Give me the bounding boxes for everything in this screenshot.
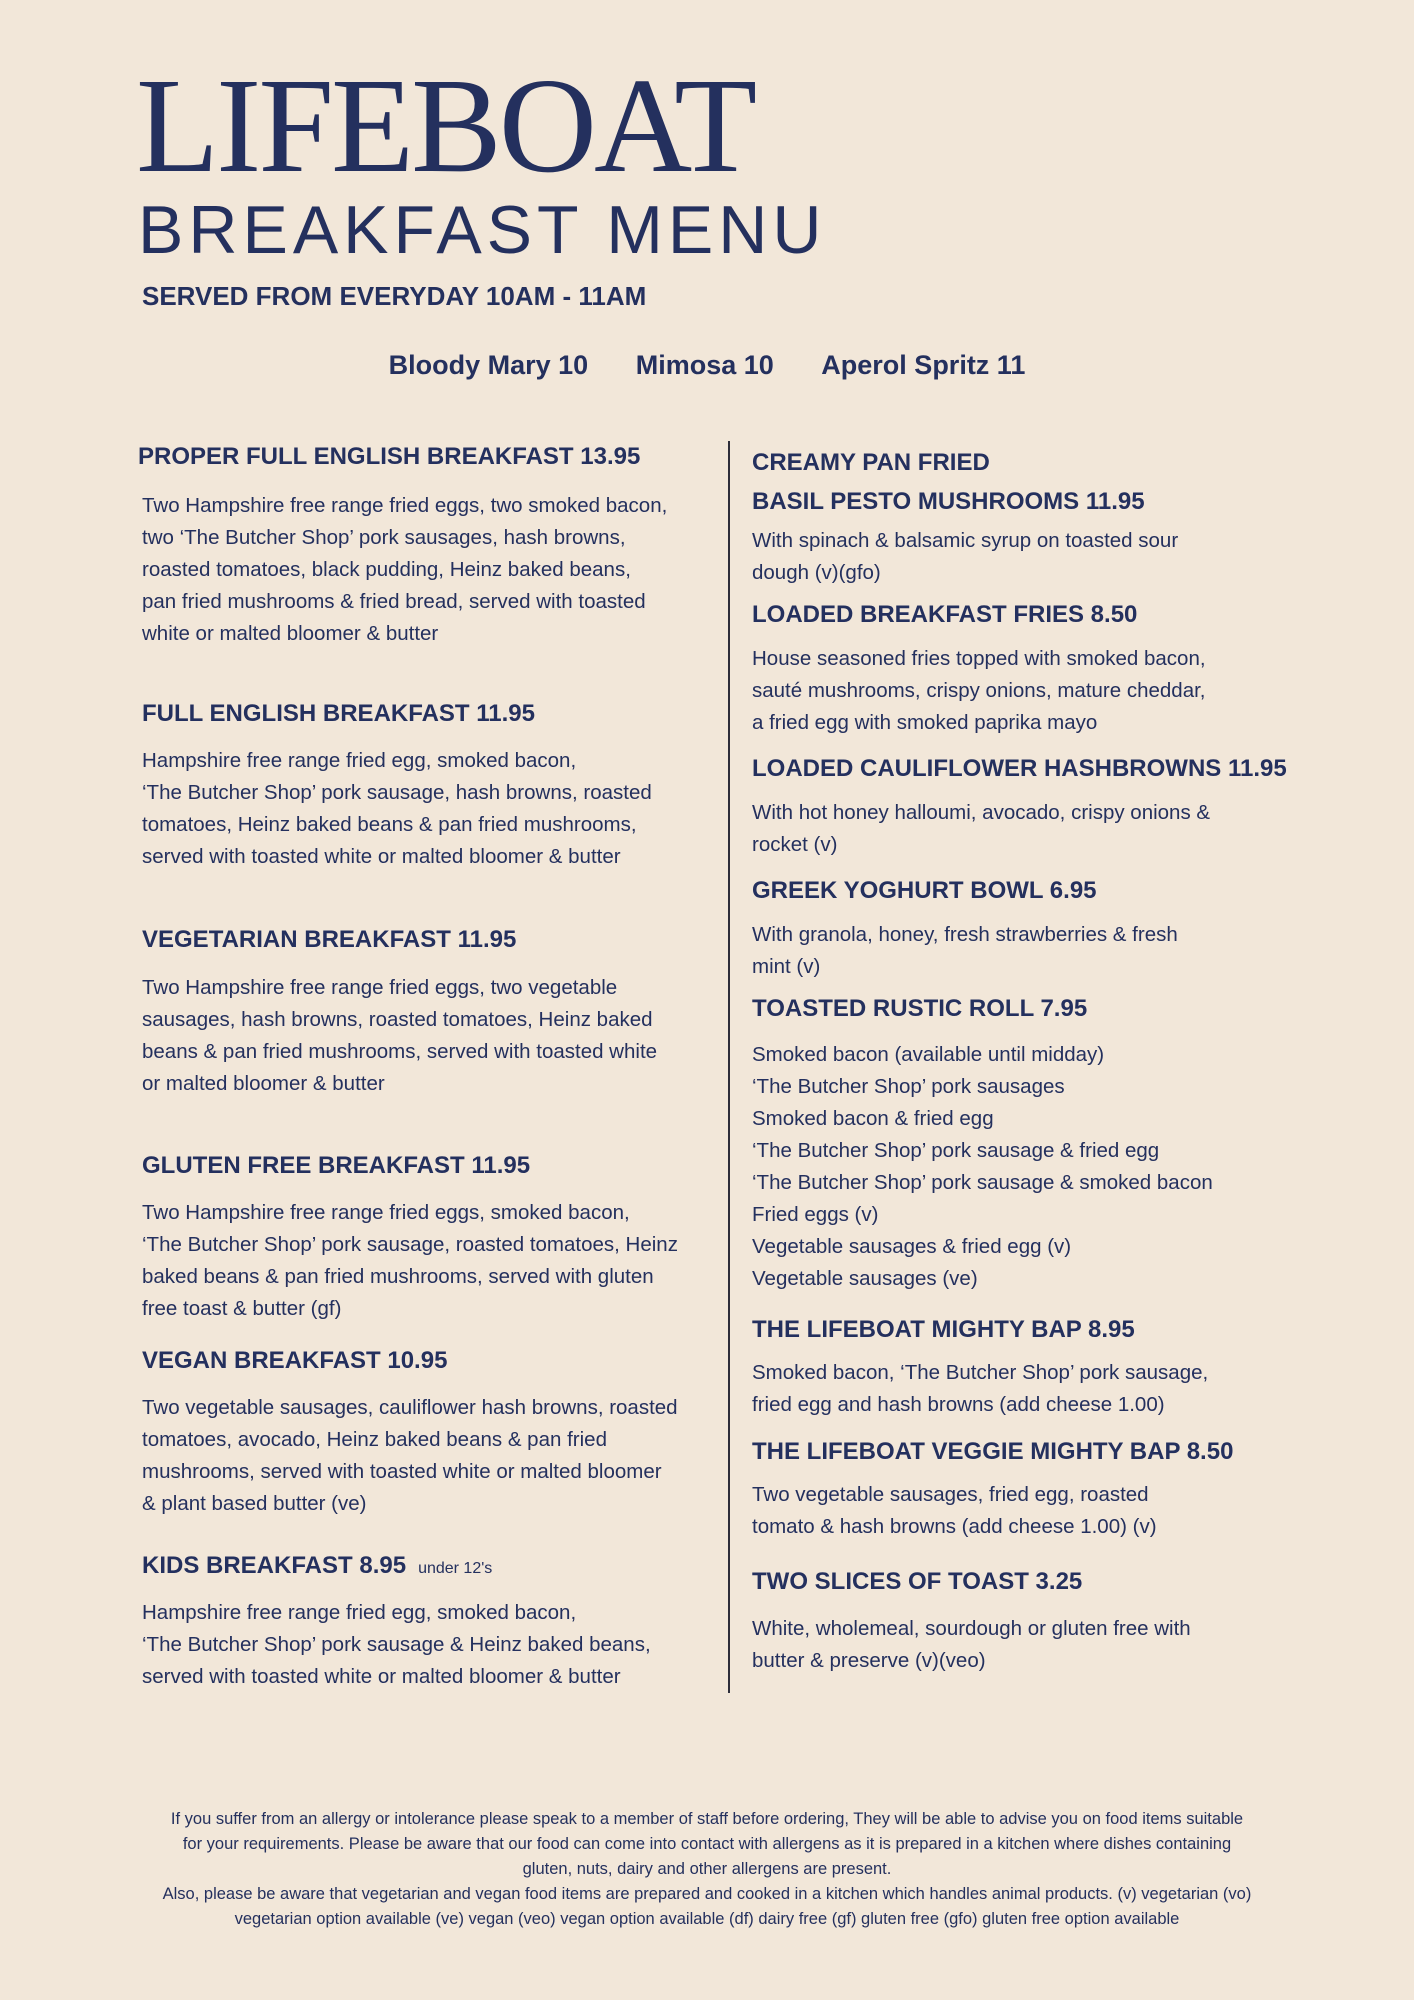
menu-item-description: Two Hampshire free range fried eggs, smoked bacon, ‘The Butcher Shop’ pork sausage, roasted tomatoes, Heinz baked beans & pan fried mushrooms, served with gluten free toast & butter (gf) (142, 1201, 678, 1320)
menu-item-title: TOASTED RUSTIC ROLL 7.95 (752, 995, 1088, 1022)
menu-item-title: VEGETARIAN BREAKFAST 11.95 (142, 926, 517, 953)
menu-item-description: Two vegetable sausages, cauliflower hash browns, roasted tomatoes, avocado, Heinz baked beans & pan fried mushrooms, served with toasted white or malted bloomer & plant based butter (ve) (142, 1396, 678, 1515)
drink-item: Aperol Spritz 11 (821, 350, 1026, 380)
menu-item-description: White, wholemeal, sourdough or gluten free with butter & preserve (v)(veo) (752, 1617, 1191, 1672)
menu-item-title: VEGAN BREAKFAST 10.95 (142, 1347, 448, 1374)
menu-item-title: PROPER FULL ENGLISH BREAKFAST 13.95 (138, 443, 641, 470)
menu-item-title: TWO SLICES OF TOAST 3.25 (752, 1568, 1083, 1595)
menu-item-description: Two Hampshire free range fried eggs, two vegetable sausages, hash browns, roasted tomatoes, Heinz baked beans & pan fried mushrooms, served with toasted white or malted bloomer & butter (142, 976, 658, 1095)
menu-item-description: Hampshire free range fried egg, smoked bacon, ‘The Butcher Shop’ pork sausage, hash browns, roasted tomatoes, Heinz baked beans & pan fried mushrooms, served with toasted white or malted bloomer & butter (142, 749, 652, 868)
menu-item-description: With spinach & balsamic syrup on toasted sour dough (v)(gfo) (752, 529, 1179, 584)
serving-hours: SERVED FROM EVERYDAY 10AM - 11AM (142, 281, 647, 311)
menu-item-description: With hot honey halloumi, avocado, crispy onions & rocket (v) (752, 801, 1211, 856)
drinks-row (0, 350, 1414, 381)
brand-logo-text: LIFEBOAT (136, 51, 755, 201)
menu-item-title (142, 1552, 492, 1580)
menu-item-description: With granola, honey, fresh strawberries & fresh mint (v) (752, 923, 1178, 978)
menu-item-title: GLUTEN FREE BREAKFAST 11.95 (142, 1152, 531, 1179)
age-note: under 12's (418, 1560, 493, 1577)
menu-item-title: THE LIFEBOAT MIGHTY BAP 8.95 (752, 1316, 1135, 1343)
menu-item-description: Smoked bacon, ‘The Butcher Shop’ pork sausage, fried egg and hash browns (add cheese 1.00) (752, 1361, 1209, 1416)
menu-item-description: Two vegetable sausages, fried egg, roasted tomato & hash browns (add cheese 1.00) (v) (752, 1483, 1157, 1538)
drink-item: Mimosa 10 (635, 350, 774, 380)
menu-item-title: LOADED CAULIFLOWER HASHBROWNS 11.95 (752, 755, 1287, 782)
menu-item-description: Hampshire free range fried egg, smoked bacon, ‘The Butcher Shop’ pork sausage & Heinz baked beans, served with toasted white or malted bloomer & butter (142, 1601, 651, 1688)
menu-item-title-text: KIDS BREAKFAST 8.95 (142, 1552, 407, 1579)
menu-item-title: FULL ENGLISH BREAKFAST 11.95 (142, 700, 535, 727)
menu-item-title: LOADED BREAKFAST FRIES 8.50 (752, 601, 1138, 628)
menu-item-description: House seasoned fries topped with smoked bacon, sauté mushrooms, crispy onions, mature cheddar, a fried egg with smoked paprika mayo (752, 647, 1206, 734)
menu-title: BREAKFAST MENU (138, 192, 827, 268)
menu-item-title: THE LIFEBOAT VEGGIE MIGHTY BAP 8.50 (752, 1438, 1234, 1465)
allergy-notice: If you suffer from an allergy or intolerance please speak to a member of staff before ordering, They will be able to advise you on food items suitable for your requirements. Please be aware that our food can come into contact with allergens as it is prepared in a kitchen where dishes containing gluten, nuts, dairy and other allergens are present. Also, please be aware that vegetarian and vegan food items are prepared and cooked in a kitchen which handles animal products. (v) vegetarian (vo) vegetarian option available (ve) vegan (veo) vegan option available (df) dairy free (gf) gluten free (gfo) gluten free option available (162, 1809, 1252, 1928)
drink-item: Bloody Mary 10 (388, 350, 589, 380)
menu-item-title: CREAMY PAN FRIED BASIL PESTO MUSHROOMS 11.95 (752, 449, 1145, 515)
menu-item-description: Two Hampshire free range fried eggs, two smoked bacon, two ‘The Butcher Shop’ pork sausages, hash browns, roasted tomatoes, black pudding, Heinz baked beans, pan fried mushrooms & fried bread, served with toasted white or malted bloomer & butter (142, 494, 668, 645)
menu-item-description: Smoked bacon (available until midday) ‘The Butcher Shop’ pork sausages Smoked bacon & fried egg ‘The Butcher Shop’ pork sausage & fried egg ‘The Butcher Shop’ pork sausage & smoked bacon Fried eggs (v) Vegetable sausages & fried egg (v) Vegetable sausages (ve) (752, 1043, 1213, 1290)
column-divider (728, 441, 730, 1693)
menu-item-title: GREEK YOGHURT BOWL 6.95 (752, 877, 1097, 904)
